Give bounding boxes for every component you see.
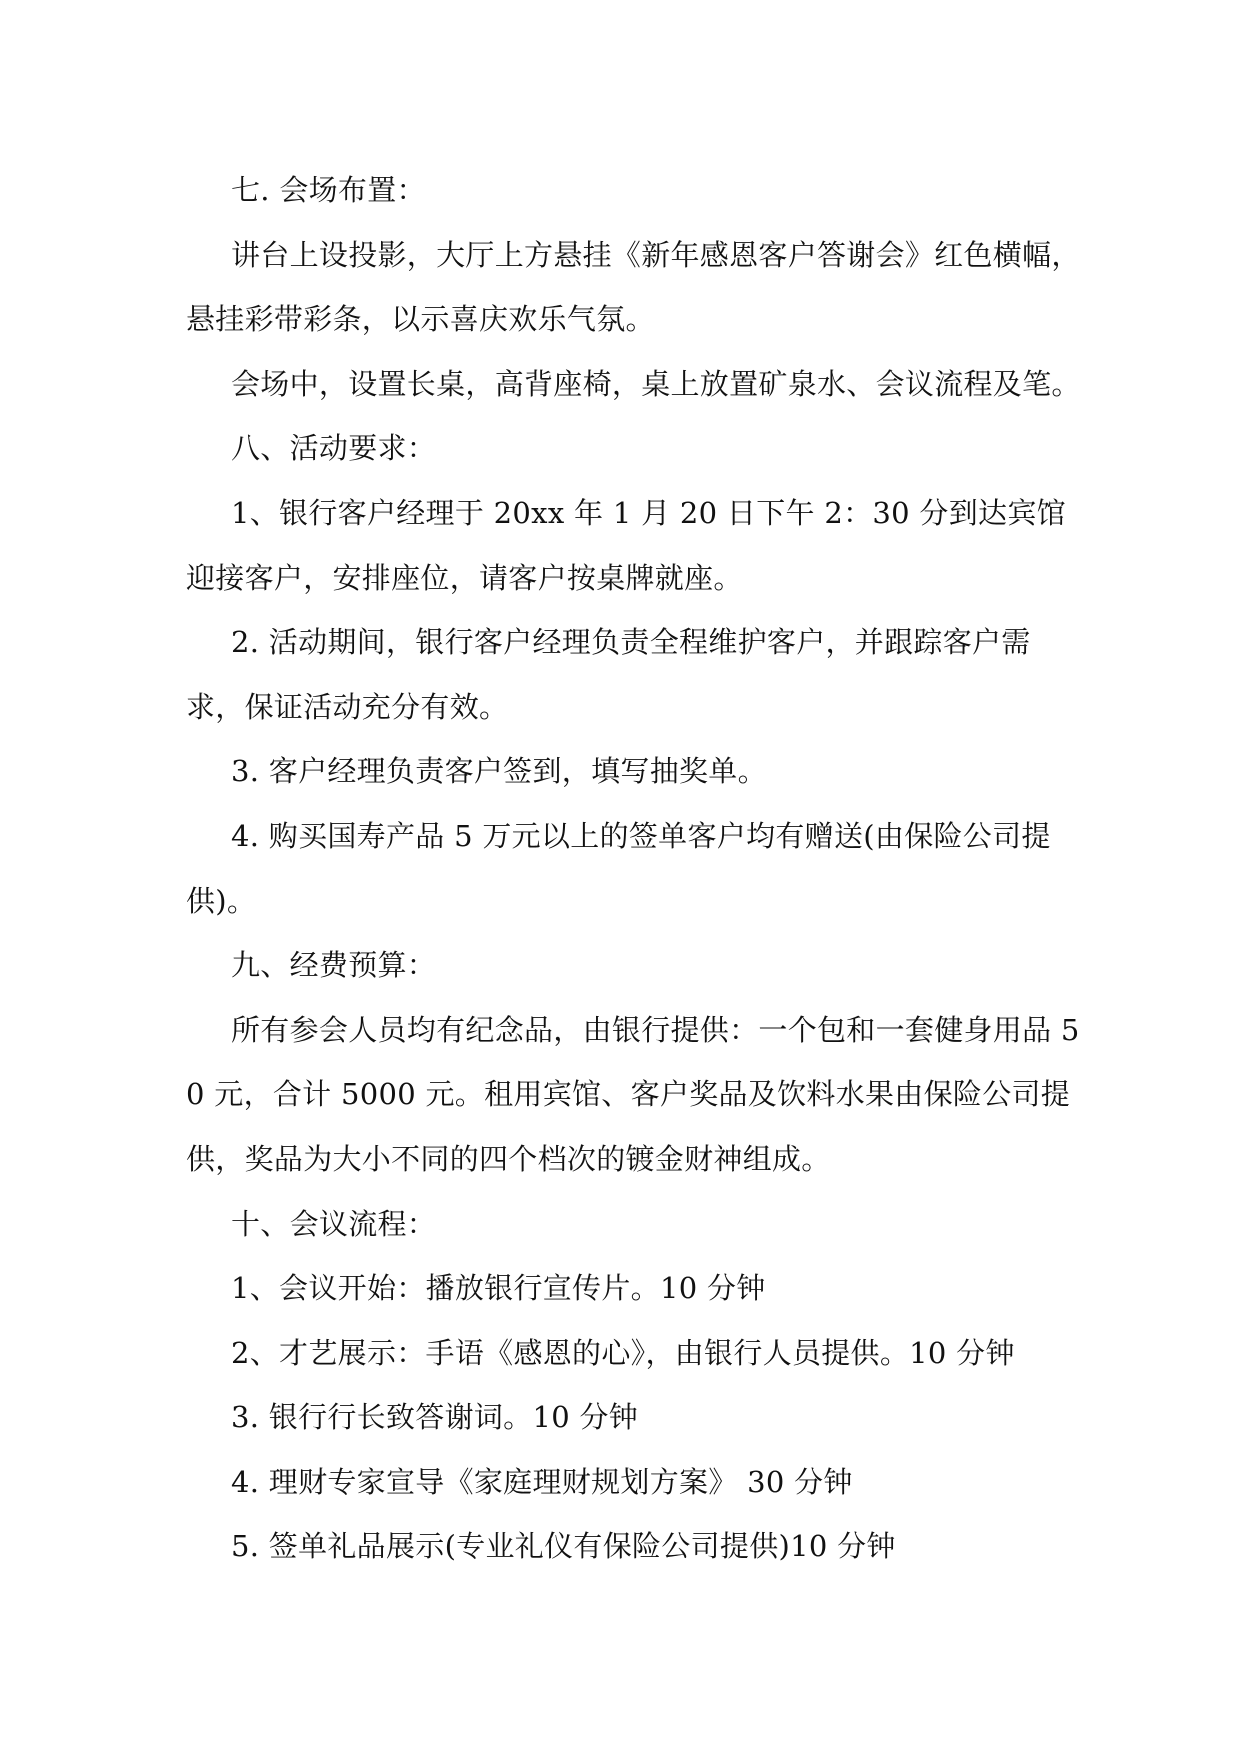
requirement-item-4: 4. 购买国寿产品 5 万元以上的签单客户均有赠送(由保险公司提供)。 bbox=[186, 818, 1051, 918]
agenda-item-2: 2、才艺展示：手语《感恩的心》，由银行人员提供。10 分钟 bbox=[231, 1335, 1015, 1370]
paragraph-venue-seating: 会场中，设置长桌，高背座椅，桌上放置矿泉水、会议流程及笔。 bbox=[231, 366, 1081, 401]
section-heading-agenda: 十、会议流程： bbox=[231, 1206, 437, 1241]
requirement-item-1: 1、银行客户经理于 20xx 年 1 月 20 日下午 2：30 分到达宾馆迎接客户，安排座位，请客户按桌牌就座。 bbox=[186, 495, 1066, 595]
agenda-item-1: 1、会议开始：播放银行宣传片。10 分钟 bbox=[231, 1271, 766, 1306]
section-heading-budget: 九、经费预算： bbox=[231, 948, 437, 983]
section-heading-requirements: 八、活动要求： bbox=[231, 431, 437, 466]
agenda-item-4: 4. 理财专家宣导《家庭理财规划方案》 30 分钟 bbox=[231, 1464, 853, 1499]
agenda-item-3: 3. 银行行长致答谢词。10 分钟 bbox=[231, 1400, 639, 1435]
requirement-item-2: 2. 活动期间，银行客户经理负责全程维护客户，并跟踪客户需求，保证活动充分有效。 bbox=[186, 625, 1031, 724]
agenda-item-5: 5. 签单礼品展示(专业礼仪有保险公司提供)10 分钟 bbox=[231, 1529, 896, 1564]
paragraph-budget: 所有参会人员均有纪念品，由银行提供：一个包和一套健身用品 50 元，合计 5000 元。租用宾馆、客户奖品及饮料水果由保险公司提供，奖品为大小不同的四个档次的镀金财神组成。 bbox=[186, 1012, 1080, 1176]
section-heading-venue: 七. 会场布置： bbox=[231, 173, 426, 207]
requirement-item-3: 3. 客户经理负责客户签到，填写抽奖单。 bbox=[231, 754, 767, 789]
paragraph-venue-banner: 讲台上设投影，大厅上方悬挂《新年感恩客户答谢会》红色横幅，悬挂彩带彩条，以示喜庆欢乐气氛。 bbox=[186, 237, 1081, 337]
document-body bbox=[186, 158, 1086, 1579]
